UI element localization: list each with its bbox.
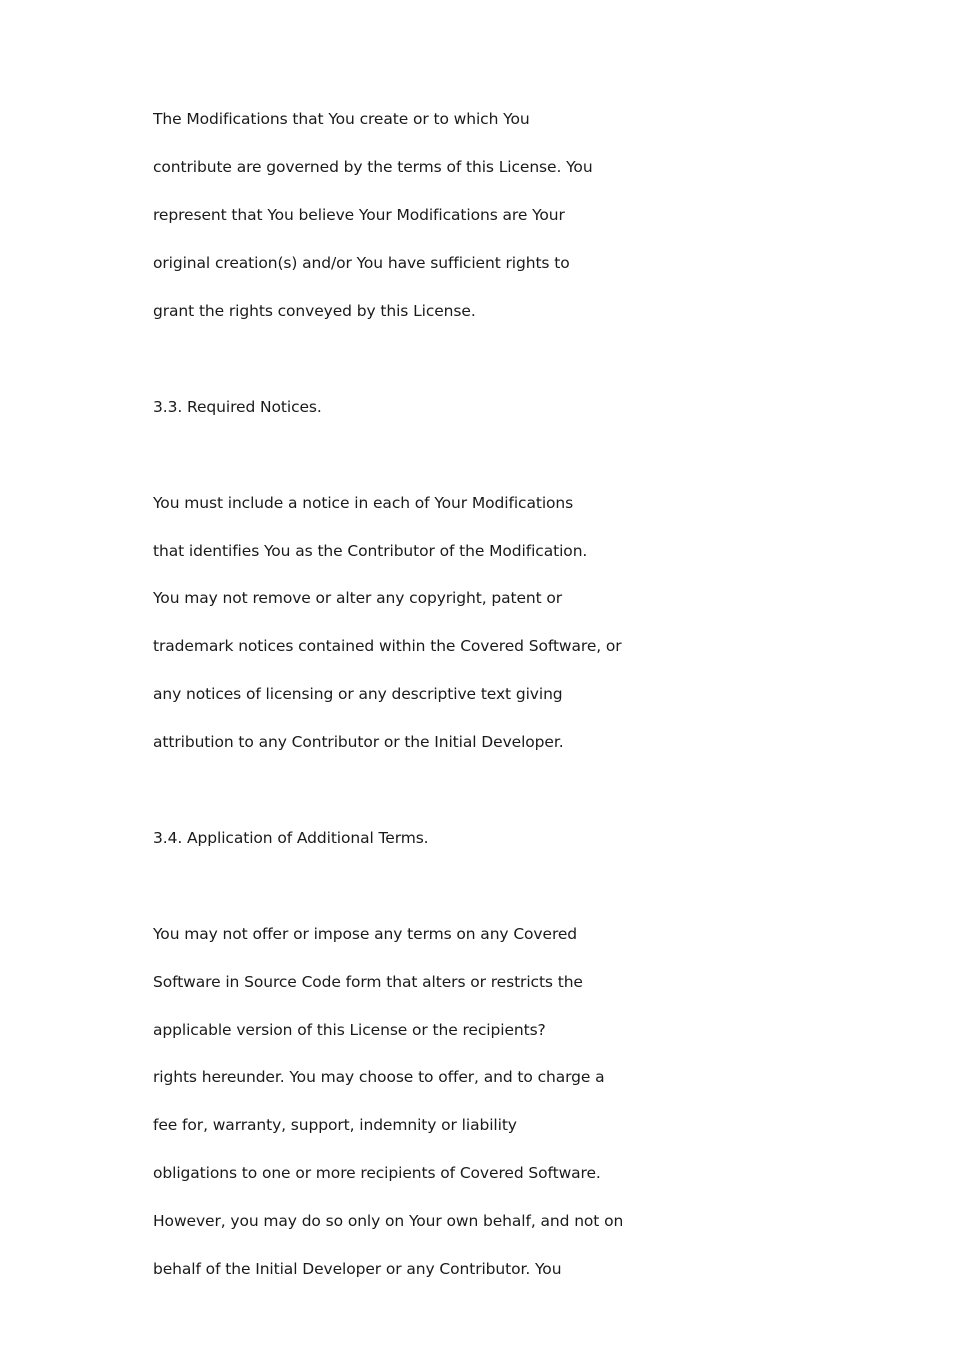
paragraph-line: original creation(s) and/or You have sufficient rights to [153, 254, 570, 272]
paragraph-line: any notices of licensing or any descriptive text giving [153, 685, 563, 703]
paragraph-line: attribution to any Contributor or the Initial Developer. [153, 733, 564, 751]
paragraph-line: However, you may do so only on Your own behalf, and not on [153, 1212, 624, 1230]
paragraph-line: The Modifications that You create or to which You [153, 110, 530, 128]
paragraph-line: that identifies You as the Contributor of the Modification. [153, 542, 588, 560]
paragraph-line: grant the rights conveyed by this License. [153, 302, 476, 320]
paragraph-line: contribute are governed by the terms of this License. You [153, 158, 593, 176]
paragraph-line: You may not remove or alter any copyright, patent or [153, 589, 563, 607]
paragraph-line: You may not offer or impose any terms on any Covered [153, 925, 578, 943]
section-heading: 3.4. Application of Additional Terms. [153, 829, 429, 847]
paragraph-line: obligations to one or more recipients of Covered Software. [153, 1164, 601, 1182]
paragraph-line: rights hereunder. You may choose to offer, and to charge a [153, 1068, 605, 1086]
paragraph-line: applicable version of this License or the recipients? [153, 1021, 546, 1039]
paragraph-line: fee for, warranty, support, indemnity or liability [153, 1116, 517, 1134]
paragraph-line: behalf of the Initial Developer or any Contributor. You [153, 1260, 562, 1278]
paragraph-line: Software in Source Code form that alters or restricts the [153, 973, 583, 991]
paragraph-line: You must include a notice in each of Your Modifications [153, 494, 574, 512]
paragraph-line: represent that You believe Your Modifications are Your [153, 206, 565, 224]
paragraph-line: trademark notices contained within the Covered Software, or [153, 637, 622, 655]
section-heading: 3.3. Required Notices. [153, 398, 322, 416]
